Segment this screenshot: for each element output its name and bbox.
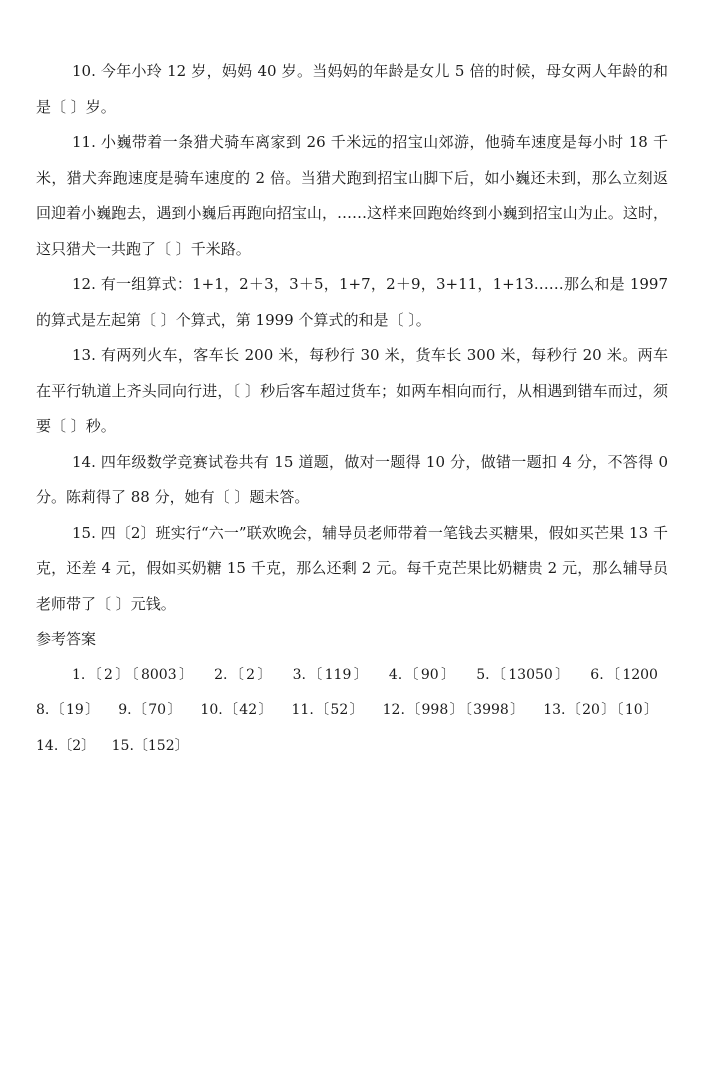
question-12: 12. 有一组算式：1+1，2＋3，3＋5，1+7，2＋9，3+11，1+13……那么和是 1997 的算式是左起第〔 〕个算式，第 1999 个算式的和是〔 〕。	[36, 275, 668, 329]
answer-15: 15.〔152〕	[111, 737, 189, 754]
answer-4: 4.〔90〕	[388, 666, 458, 683]
answer-1: 1.〔2〕〔8003〕	[72, 666, 196, 683]
answer-list	[36, 658, 668, 765]
question-10: 10. 今年小玲 12 岁，妈妈 40 岁。当妈妈的年龄是女儿 5 倍的时候，母女两人年龄的和是〔 〕岁。	[36, 62, 668, 116]
question-15: 15. 四〔2〕班实行“六一”联欢晚会，辅导员老师带着一笔钱去买糖果，假如买芒果 13 千克，还差 4 元，假如买奶糖 15 千克，那么还剩 2 元。每千克芒果比奶糖贵 2 元，那么辅导员老师带了〔 〕元钱。	[36, 523, 668, 613]
answers-heading: 参考答案	[36, 630, 97, 648]
answer-13: 13.〔20〕〔10〕	[543, 702, 658, 718]
question-11: 11. 小巍带着一条猎犬骑车离家到 26 千米远的招宝山郊游，他骑车速度是每小时 18 千米，猎犬奔跑速度是骑车速度的 2 倍。当猎犬跑到招宝山脚下后，如小巍还未到，那么立刻返回迎着小巍跑去，遇到小巍后再跑向招宝山，……这样来回跑始终到小巍到招宝山为止。这时，这只猎犬一共跑了〔 〕千米路。	[36, 133, 668, 258]
answer-2: 2.〔2〕	[214, 666, 274, 683]
answer-9: 9.〔70〕	[118, 702, 183, 718]
answer-5: 5.〔13050〕	[476, 666, 572, 683]
answer-14: 14.〔2〕	[36, 737, 96, 754]
answer-10: 10.〔42〕	[200, 702, 274, 718]
answer-3: 3.〔119〕	[292, 666, 371, 683]
answer-11: 11.〔52〕	[291, 702, 365, 718]
question-13: 13. 有两列火车，客车长 200 米，每秒行 30 米，货车长 300 米，每秒行 20 米。两车在平行轨道上齐头同向行进，〔 〕秒后客车超过货车；如两车相向而行，从相遇到错车而过，须要〔 〕秒。	[36, 346, 668, 435]
answer-12: 12.〔998〕〔3998〕	[382, 702, 526, 718]
question-14: 14. 四年级数学竞赛试卷共有 15 道题，做对一题得 10 分，做错一题扣 4 分，不答得 0 分。陈莉得了 88 分，她有〔 〕题未答。	[36, 452, 668, 506]
document-page	[36, 54, 668, 764]
answer-8: 8.〔19〕	[36, 702, 101, 718]
answer-6: 6.〔1200	[590, 666, 658, 683]
